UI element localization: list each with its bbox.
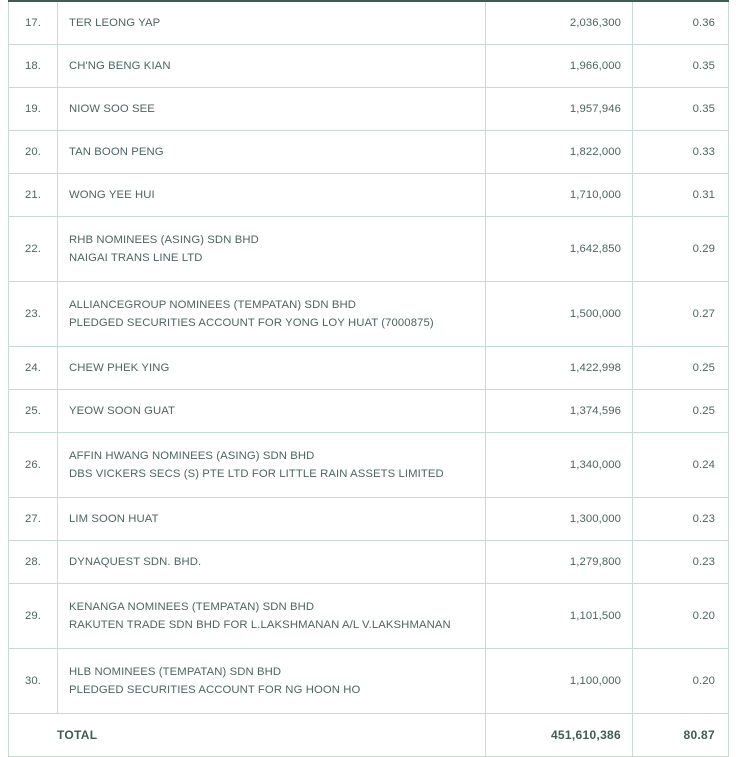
row-index: 22.: [9, 217, 58, 282]
row-holder-name: [58, 174, 486, 217]
holder-name-line: KENANGA NOMINEES (TEMPATAN) SDN BHD: [69, 601, 315, 613]
row-percentage: 0.25: [633, 347, 729, 390]
row-units-held: 1,100,000: [486, 649, 633, 714]
row-units-held: 1,500,000: [486, 282, 633, 347]
row-percentage: 0.24: [633, 433, 729, 498]
table-row: [9, 390, 729, 433]
row-holder-name: [58, 347, 486, 390]
holder-name-line: HLB NOMINEES (TEMPATAN) SDN BHD: [69, 666, 282, 678]
table-body: [9, 1, 729, 757]
row-holder-name: [58, 45, 486, 88]
table-total-row: [9, 714, 729, 757]
total-label: TOTAL: [9, 714, 486, 757]
holder-name-line: CHEW PHEK YING: [69, 362, 170, 374]
row-percentage: 0.33: [633, 131, 729, 174]
row-units-held: 1,279,800: [486, 541, 633, 584]
row-percentage: 0.36: [633, 1, 729, 45]
table-row: [9, 217, 729, 282]
table-row: [9, 45, 729, 88]
row-percentage: 0.20: [633, 584, 729, 649]
holder-name-line: NIOW SOO SEE: [69, 103, 155, 115]
holder-name-line: YEOW SOON GUAT: [69, 405, 176, 417]
row-index: 23.: [9, 282, 58, 347]
row-index: 30.: [9, 649, 58, 714]
row-units-held: 2,036,300: [486, 1, 633, 45]
row-holder-name: [58, 1, 486, 45]
holder-name-line: DBS VICKERS SECS (S) PTE LTD FOR LITTLE RAIN ASSETS LIMITED: [69, 468, 444, 480]
table-row: [9, 88, 729, 131]
row-units-held: 1,957,946: [486, 88, 633, 131]
row-percentage: 0.29: [633, 217, 729, 282]
table-row: [9, 584, 729, 649]
row-units-held: 1,822,000: [486, 131, 633, 174]
row-holder-name: [58, 131, 486, 174]
row-index: 27.: [9, 498, 58, 541]
holder-name-line: ALLIANCEGROUP NOMINEES (TEMPATAN) SDN BHD: [69, 299, 356, 311]
table-row: [9, 541, 729, 584]
row-holder-name: [58, 541, 486, 584]
total-percentage: 80.87: [633, 714, 729, 757]
row-holder-name: [58, 433, 486, 498]
holder-name-line: DYNAQUEST SDN. BHD.: [69, 556, 202, 568]
row-units-held: 1,966,000: [486, 45, 633, 88]
row-percentage: 0.27: [633, 282, 729, 347]
row-percentage: 0.23: [633, 498, 729, 541]
row-index: 24.: [9, 347, 58, 390]
row-holder-name: [58, 282, 486, 347]
holder-name-line: AFFIN HWANG NOMINEES (ASING) SDN BHD: [69, 450, 315, 462]
holder-name-line: RHB NOMINEES (ASING) SDN BHD: [69, 234, 259, 246]
row-units-held: 1,101,500: [486, 584, 633, 649]
row-units-held: 1,340,000: [486, 433, 633, 498]
row-holder-name: [58, 217, 486, 282]
holder-name-line: NAIGAI TRANS LINE LTD: [69, 252, 203, 264]
row-units-held: 1,300,000: [486, 498, 633, 541]
row-percentage: 0.25: [633, 390, 729, 433]
row-index: 26.: [9, 433, 58, 498]
table-row: [9, 649, 729, 714]
table-row: [9, 347, 729, 390]
holder-name-line: CH'NG BENG KIAN: [69, 60, 171, 72]
row-units-held: 1,422,998: [486, 347, 633, 390]
holder-name-line: WONG YEE HUI: [69, 189, 155, 201]
total-units-held: 451,610,386: [486, 714, 633, 757]
row-holder-name: [58, 88, 486, 131]
holder-name-line: LIM SOON HUAT: [69, 513, 159, 525]
holder-name-line: PLEDGED SECURITIES ACCOUNT FOR YONG LOY HUAT (7000875): [69, 317, 434, 329]
row-units-held: 1,710,000: [486, 174, 633, 217]
table-row: [9, 433, 729, 498]
table-row: [9, 174, 729, 217]
table-row: [9, 131, 729, 174]
row-index: 17.: [9, 1, 58, 45]
row-holder-name: [58, 390, 486, 433]
row-index: 18.: [9, 45, 58, 88]
row-index: 20.: [9, 131, 58, 174]
row-units-held: 1,374,596: [486, 390, 633, 433]
table-row: [9, 1, 729, 45]
shareholders-table-wrapper: [8, 0, 728, 757]
row-percentage: 0.35: [633, 45, 729, 88]
holder-name-line: TER LEONG YAP: [69, 17, 161, 29]
row-percentage: 0.35: [633, 88, 729, 131]
row-index: 29.: [9, 584, 58, 649]
row-holder-name: [58, 584, 486, 649]
holder-name-line: RAKUTEN TRADE SDN BHD FOR L.LAKSHMANAN A/L V.LAKSHMANAN: [69, 619, 451, 631]
row-holder-name: [58, 498, 486, 541]
row-percentage: 0.31: [633, 174, 729, 217]
table-row: [9, 498, 729, 541]
table-row: [9, 282, 729, 347]
row-index: 25.: [9, 390, 58, 433]
row-index: 21.: [9, 174, 58, 217]
holder-name-line: TAN BOON PENG: [69, 146, 164, 158]
holder-name-line: PLEDGED SECURITIES ACCOUNT FOR NG HOON HO: [69, 684, 361, 696]
row-percentage: 0.20: [633, 649, 729, 714]
shareholders-table: [8, 0, 729, 757]
row-holder-name: [58, 649, 486, 714]
row-percentage: 0.23: [633, 541, 729, 584]
row-index: 28.: [9, 541, 58, 584]
row-index: 19.: [9, 88, 58, 131]
row-units-held: 1,642,850: [486, 217, 633, 282]
